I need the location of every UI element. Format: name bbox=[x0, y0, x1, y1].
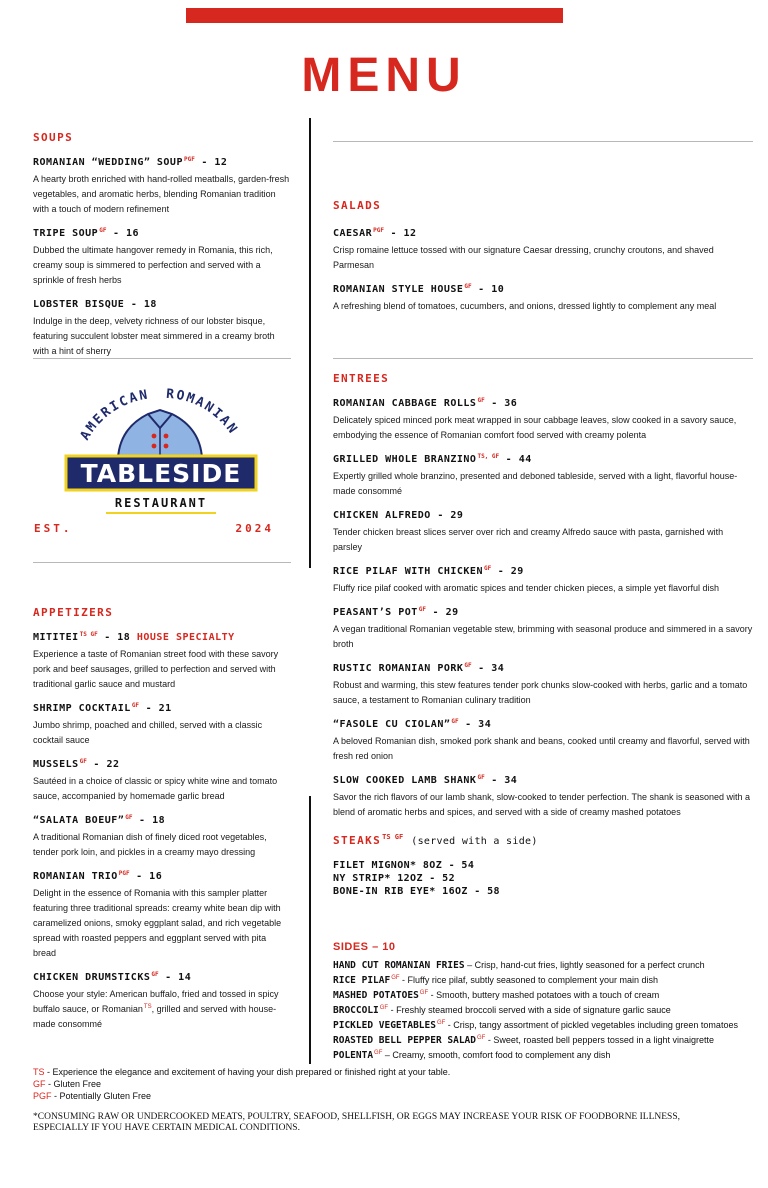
menu-item bbox=[333, 397, 753, 443]
item-name-line bbox=[333, 283, 753, 296]
item-price: - 22 bbox=[86, 759, 120, 770]
divider bbox=[333, 141, 753, 142]
legend-row bbox=[33, 1066, 753, 1078]
item-description: A hearty broth enriched with hand-rolled meatballs, garden-fresh vegetables, and aromatic herbs, blending Romanian tradition with a touch of modern refinement bbox=[33, 174, 290, 214]
side-description: - Fluffy rice pilaf, subtly seasoned to complement your main dish bbox=[399, 975, 658, 985]
item-price: - 36 bbox=[484, 398, 518, 409]
column-divider-bottom bbox=[309, 796, 311, 1064]
item-price: - 18 bbox=[97, 632, 131, 643]
side-description: - Sweet, roasted bell peppers tossed in a light vinaigrette bbox=[485, 1035, 714, 1045]
top-accent-bar bbox=[186, 8, 563, 23]
item-name: RUSTIC ROMANIAN PORK bbox=[333, 663, 464, 674]
steak-item: NY STRIP* 12OZ - 52 bbox=[333, 873, 455, 884]
item-description: Robust and warming, this stew features tender pork chunks slow-cooked with herbs, garlic and a tomato sauce, a testament to Romanian culinary tradition bbox=[333, 680, 748, 705]
menu-item bbox=[333, 283, 753, 314]
item-name-line bbox=[333, 453, 753, 466]
menu-item bbox=[333, 227, 753, 273]
item-name: CHICKEN ALFREDO bbox=[333, 510, 431, 521]
item-name-line bbox=[33, 227, 291, 240]
appetizers-section bbox=[33, 606, 291, 1042]
menu-item bbox=[33, 971, 291, 1032]
menu-item bbox=[333, 453, 753, 499]
section-heading-sides: SIDES – 10 bbox=[333, 941, 396, 953]
item-name: SHRIMP COCKTAIL bbox=[33, 703, 131, 714]
menu-item bbox=[333, 565, 753, 596]
steaks-tag: TS GF bbox=[382, 833, 404, 842]
item-name: LOBSTER BISQUE bbox=[33, 299, 125, 310]
item-description: Experience a taste of Romanian street food with these savory pork and beef sausages, grilled to perfection and served with traditional garlic sauce and mustard bbox=[33, 649, 279, 689]
diet-tag: GF bbox=[418, 605, 427, 613]
side-description: – Creamy, smooth, comfort food to complement any dish bbox=[382, 1050, 611, 1060]
side-name: PICKLED VEGETABLES bbox=[333, 1020, 436, 1031]
legend-text: - Gluten Free bbox=[45, 1079, 102, 1089]
diet-tag: GF bbox=[477, 1035, 486, 1041]
logo-arc-left: AMERICAN bbox=[77, 387, 151, 443]
item-name: SLOW COOKED LAMB SHANK bbox=[333, 775, 477, 786]
side-item bbox=[333, 988, 753, 1003]
menu-item bbox=[33, 814, 291, 860]
item-name: ROMANIAN CABBAGE ROLLS bbox=[333, 398, 477, 409]
item-price: - 16 bbox=[106, 228, 140, 239]
section-heading-salads: SALADS bbox=[333, 199, 382, 212]
menu-item bbox=[333, 774, 753, 820]
restaurant-logo bbox=[56, 380, 266, 520]
item-name: TRIPE SOUP bbox=[33, 228, 99, 239]
item-description: Sautéed in a choice of classic or spicy white wine and tomato sauce, accompanied by homemade garlic bread bbox=[33, 776, 278, 801]
diet-tag: GF bbox=[483, 564, 492, 572]
item-price: - 21 bbox=[139, 703, 172, 714]
legend bbox=[33, 1066, 753, 1102]
menu-item bbox=[333, 718, 753, 764]
menu-item bbox=[333, 662, 753, 708]
legend-code: PGF bbox=[33, 1091, 52, 1101]
diet-tag: GF bbox=[99, 226, 107, 234]
item-name-line bbox=[33, 758, 291, 771]
section-heading-entrees: ENTREES bbox=[333, 372, 390, 385]
menu-item bbox=[33, 631, 291, 692]
diet-tag: GF bbox=[419, 990, 429, 996]
item-name: “SALATA BOEUF” bbox=[33, 815, 125, 826]
diet-tag: GF bbox=[477, 396, 485, 404]
diet-tag: PGF bbox=[183, 155, 195, 163]
menu-item bbox=[333, 509, 753, 555]
legend-text: - Potentially Gluten Free bbox=[51, 1091, 152, 1101]
item-description: A refreshing blend of tomatoes, cucumbers, and onions, dressed lightly to complement any meal bbox=[333, 301, 717, 311]
item-price: - 18 bbox=[132, 815, 166, 826]
item-name-line bbox=[333, 774, 753, 787]
item-name-line bbox=[333, 718, 753, 731]
item-name: GRILLED WHOLE BRANZINO bbox=[333, 454, 477, 465]
item-price: - 44 bbox=[499, 454, 532, 465]
item-name: ROMANIAN “WEDDING” SOUP bbox=[33, 157, 183, 168]
logo-arc-right: ROMANIAN bbox=[165, 386, 241, 438]
section-heading-steaks bbox=[333, 834, 753, 849]
menu-item bbox=[33, 298, 291, 359]
legend-code: TS bbox=[33, 1067, 45, 1077]
item-price: - 34 bbox=[471, 663, 505, 674]
item-name: “FASOLE CU CIOLAN” bbox=[333, 719, 451, 730]
item-price: - 10 bbox=[471, 284, 505, 295]
steak-item: BONE-IN RIB EYE* 16OZ - 58 bbox=[333, 886, 500, 897]
item-name-line bbox=[333, 565, 753, 578]
item-description: Dubbed the ultimate hangover remedy in Romania, this rich, creamy soup is simmered to perfection and served with a sprinkle of fresh herbs bbox=[33, 245, 273, 285]
section-heading-soups: SOUPS bbox=[33, 131, 74, 144]
side-item bbox=[333, 1018, 753, 1033]
side-name: RICE PILAF bbox=[333, 975, 391, 986]
item-name-line bbox=[33, 870, 291, 883]
item-description: A vegan traditional Romanian vegetable stew, brimming with seasonal produce and simmered in a savory broth bbox=[333, 624, 753, 649]
diet-tag: GF bbox=[391, 975, 400, 981]
diet-tag: GF bbox=[451, 717, 459, 725]
side-name: ROASTED BELL PEPPER SALAD bbox=[333, 1035, 476, 1046]
diet-tag: GF bbox=[464, 282, 472, 290]
item-price: - 18 bbox=[124, 299, 157, 310]
legend-text: - Experience the elegance and excitement of having your dish prepared or finished right at your table. bbox=[44, 1067, 451, 1077]
menu-item bbox=[33, 702, 291, 748]
item-name: CHICKEN DRUMSTICKS bbox=[33, 972, 151, 983]
item-description: Tender chicken breast slices server over rich and creamy Alfredo sauce with pasta, garnished with parsley bbox=[333, 527, 724, 552]
item-name-line bbox=[333, 509, 753, 522]
menu-item bbox=[33, 156, 291, 217]
item-description-part: , grilled and served with house-made consommé bbox=[33, 1004, 277, 1029]
item-name: MUSSELS bbox=[33, 759, 79, 770]
item-name-line bbox=[333, 606, 753, 619]
item-price: - 14 bbox=[158, 972, 192, 983]
steaks-note: (served with a side) bbox=[411, 836, 538, 847]
side-item bbox=[333, 958, 753, 973]
item-name-line bbox=[333, 397, 753, 410]
diet-tag: GF bbox=[436, 1020, 446, 1026]
diet-tag: PGF bbox=[118, 869, 130, 877]
side-description: - Freshly steamed broccoli served with a side of signature garlic sauce bbox=[388, 1005, 671, 1015]
item-name-line bbox=[33, 156, 291, 169]
menu-item bbox=[33, 758, 291, 804]
item-name-line bbox=[33, 298, 291, 311]
legend-row bbox=[33, 1090, 753, 1102]
side-item bbox=[333, 1003, 753, 1018]
item-price: - 29 bbox=[426, 607, 459, 618]
menu-item bbox=[33, 227, 291, 288]
item-price: - 29 bbox=[430, 510, 464, 521]
diet-tag: GF bbox=[374, 1050, 383, 1056]
est-label: EST. bbox=[34, 522, 73, 535]
salads-section bbox=[333, 199, 753, 324]
logo-main-text: TABLESIDE bbox=[80, 459, 242, 488]
diet-tag: TS, GF bbox=[477, 452, 500, 460]
side-name: HAND CUT ROMANIAN FRIES bbox=[333, 960, 465, 971]
item-description: Delicately spiced minced pork meat wrapped in sour cabbage leaves, slow cooked in a savory sauce, embodying the essence of Romanian comfort food served with creamy polenta bbox=[333, 415, 737, 440]
side-item bbox=[333, 1033, 753, 1048]
section-heading-appetizers: APPETIZERS bbox=[33, 606, 114, 619]
menu-title: MENU bbox=[301, 49, 467, 102]
item-price: - 12 bbox=[383, 228, 417, 239]
diet-tag: PGF bbox=[373, 226, 384, 234]
item-price: - 29 bbox=[491, 566, 524, 577]
diet-tag: GF bbox=[379, 1005, 389, 1011]
side-name: MASHED POTATOES bbox=[333, 990, 419, 1001]
item-name: CAESAR bbox=[333, 228, 373, 239]
item-name-line bbox=[333, 662, 753, 675]
item-description: A traditional Romanian dish of finely diced root vegetables, tender pork loin, and pickles in a creamy mayo dressing bbox=[33, 832, 267, 857]
logo-sub-text: RESTAURANT bbox=[114, 496, 208, 510]
item-price: - 34 bbox=[484, 775, 518, 786]
item-description: A beloved Romanian dish, smoked pork shank and beans, cooked until creamy and flavorful, served with fresh red onion bbox=[333, 736, 750, 761]
disclaimer: *CONSUMING RAW OR UNDERCOOKED MEATS, POULTRY, SEAFOOD, SHELLFISH, OR EGGS MAY INCREASE YOUR RISK OF FOODBORNE ILLNESS, ESPECIALLY IF YOU HAVE CERTAIN MEDICAL CONDITIONS. bbox=[33, 1112, 680, 1133]
established-line bbox=[34, 522, 274, 535]
diet-tag: TS GF bbox=[79, 630, 98, 638]
menu-item bbox=[333, 606, 753, 652]
diet-tag: TS bbox=[143, 1004, 152, 1010]
item-description: Fluffy rice pilaf cooked with aromatic spices and tender chicken pieces, a simple yet flavorful dish bbox=[333, 583, 720, 593]
legend-code: GF bbox=[33, 1079, 46, 1089]
item-description: Indulge in the deep, velvety richness of our lobster bisque, featuring succulent lobster meat simmered in a creamy broth with a hint of sherry bbox=[33, 316, 275, 356]
side-description: – Crisp, hand-cut fries, lightly seasoned for a perfect crunch bbox=[464, 960, 705, 970]
item-description: Delight in the essence of Romania with this sampler platter featuring three traditional spreads: creamy white bean dip with caramelized onions, smoky eggplant salad, and rich vegetable spread with roasted peppers and eggplant served with pita bread bbox=[33, 888, 282, 958]
item-name-line bbox=[33, 971, 291, 984]
menu-item bbox=[33, 870, 291, 961]
est-year: 2024 bbox=[235, 522, 274, 535]
item-description: Jumbo shrimp, poached and chilled, served with a classic cocktail sauce bbox=[33, 720, 263, 745]
item-name-line bbox=[33, 631, 291, 644]
diet-tag: GF bbox=[79, 757, 87, 765]
item-name-line bbox=[33, 702, 291, 715]
divider bbox=[333, 358, 753, 359]
diet-tag: GF bbox=[131, 701, 140, 709]
soups-section bbox=[33, 131, 291, 369]
side-name: BROCCOLI bbox=[333, 1005, 379, 1016]
diet-tag: GF bbox=[125, 813, 133, 821]
item-name-line bbox=[333, 227, 753, 240]
house-specialty-label: HOUSE SPECIALTY bbox=[130, 632, 235, 643]
item-name: PEASANT’S POT bbox=[333, 607, 418, 618]
side-name: POLENTA bbox=[333, 1050, 374, 1061]
steaks-section bbox=[333, 834, 753, 898]
item-price: - 12 bbox=[194, 157, 228, 168]
steak-item: FILET MIGNON* 8OZ - 54 bbox=[333, 860, 475, 871]
diet-tag: GF bbox=[464, 661, 472, 669]
item-price: - 34 bbox=[458, 719, 492, 730]
item-name-line bbox=[33, 814, 291, 827]
entrees-section bbox=[333, 372, 753, 830]
item-description: Savor the rich flavors of our lamb shank, slow-cooked to tender perfection. The shank is seasoned with a blend of aromatic herbs and spices, and served with a side of creamy mashed potatoes bbox=[333, 792, 751, 817]
item-name: MITITEI bbox=[33, 632, 79, 643]
item-name: ROMANIAN TRIO bbox=[33, 871, 118, 882]
item-description: Crisp romaine lettuce tossed with our signature Caesar dressing, crunchy croutons, and shaved Parmesan bbox=[333, 245, 714, 270]
item-description bbox=[33, 987, 291, 1032]
sides-section bbox=[333, 940, 753, 1063]
side-description: - Crisp, tangy assortment of pickled vegetables including green tomatoes bbox=[445, 1020, 738, 1030]
item-description: Expertly grilled whole branzino, presented and deboned tableside, served with a light, flavorful house-made consommé bbox=[333, 471, 738, 496]
item-name: RICE PILAF WITH CHICKEN bbox=[333, 566, 483, 577]
item-price: - 16 bbox=[129, 871, 163, 882]
column-divider-top bbox=[309, 118, 311, 568]
legend-row bbox=[33, 1078, 753, 1090]
item-description-part: Choose your style: American buffalo, fried and tossed in spicy buffalo sauce, or Romanian bbox=[33, 989, 279, 1014]
logo-graphic bbox=[56, 380, 266, 520]
divider bbox=[33, 562, 291, 563]
diet-tag: GF bbox=[151, 970, 159, 978]
steaks-heading-text: STEAKS bbox=[333, 834, 382, 847]
diet-tag: GF bbox=[477, 773, 485, 781]
side-description: - Smooth, buttery mashed potatoes with a touch of cream bbox=[428, 990, 660, 1000]
side-item bbox=[333, 1048, 753, 1063]
side-item bbox=[333, 973, 753, 988]
item-name: ROMANIAN STYLE HOUSE bbox=[333, 284, 464, 295]
